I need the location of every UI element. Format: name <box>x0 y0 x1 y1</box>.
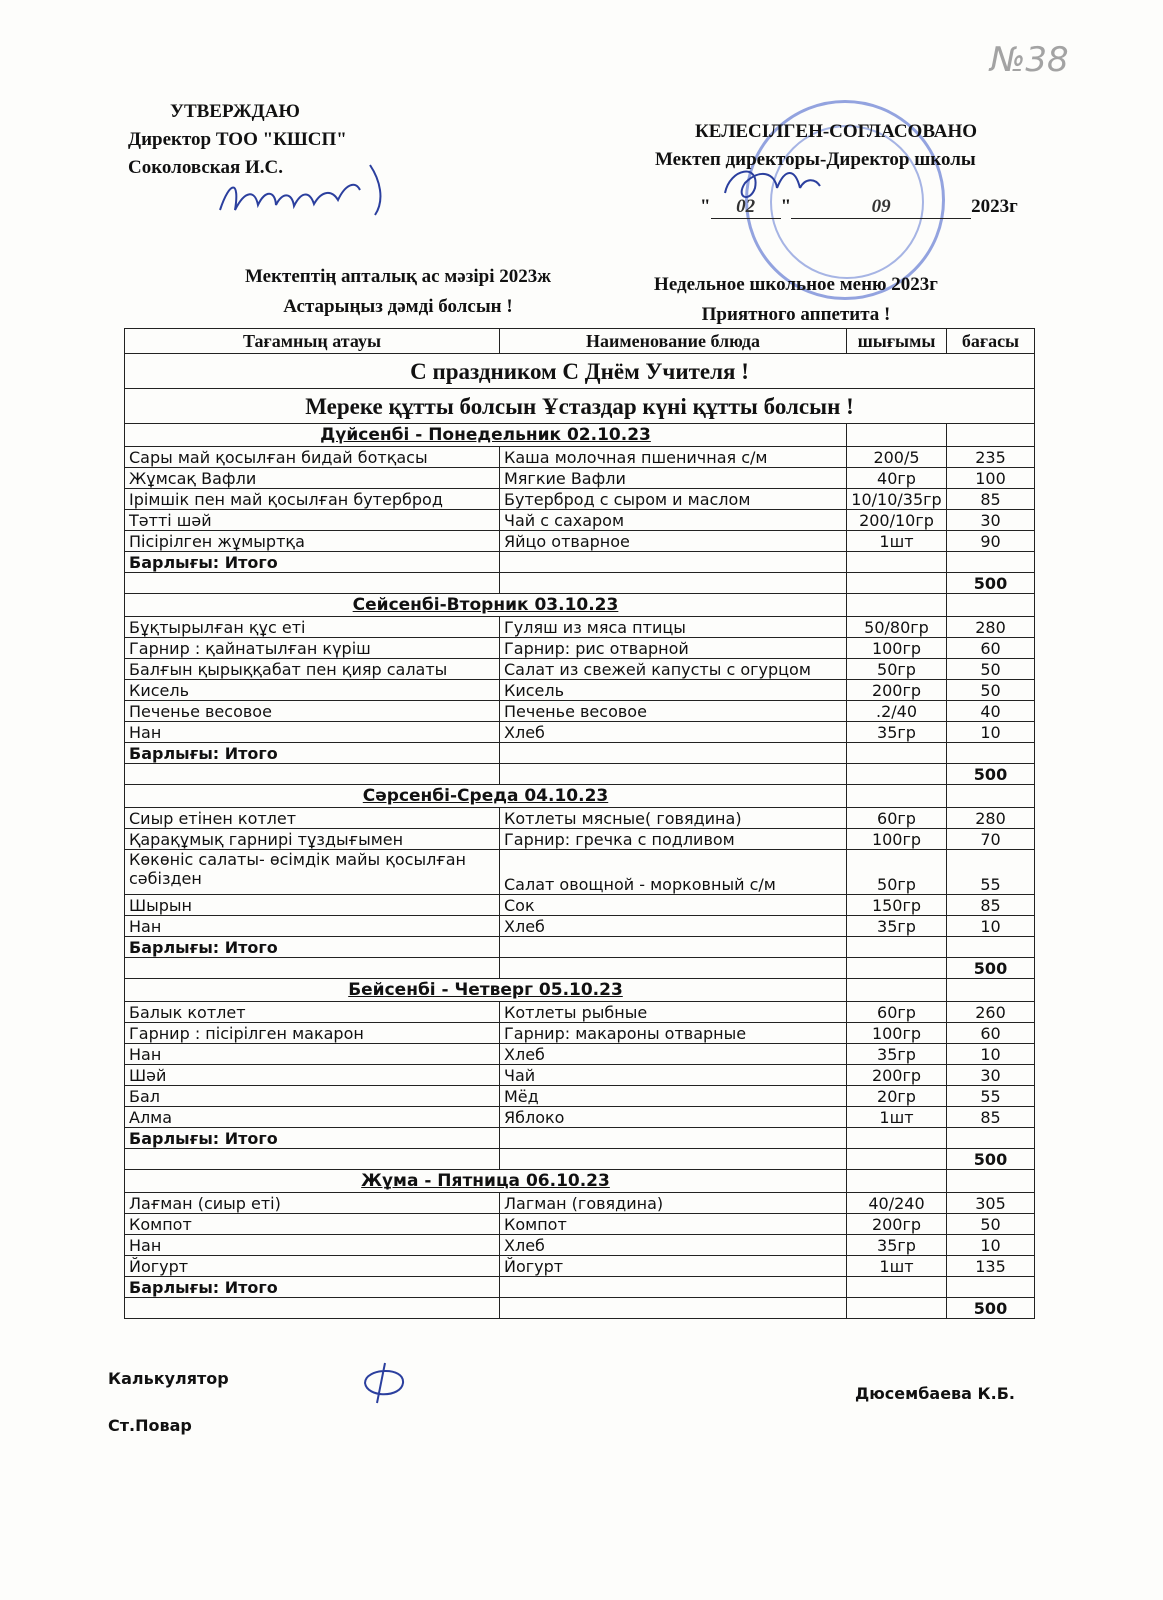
table-row <box>125 1023 1035 1044</box>
agreement-date: " 02 " 09 2023г <box>700 196 1018 217</box>
day-header-row <box>125 424 1035 447</box>
dish-price: 30 <box>947 1065 1035 1086</box>
dish-name-ru: Печенье весовое <box>500 701 847 722</box>
dish-name-ru: Компот <box>500 1214 847 1235</box>
header-qty: шығымы <box>847 329 947 354</box>
dish-qty: 100гр <box>847 638 947 659</box>
dish-price: 60 <box>947 1023 1035 1044</box>
dish-qty: 1шт <box>847 1256 947 1277</box>
approval-title: УТВЕРЖДАЮ <box>170 101 300 122</box>
dish-name-kz: Балғын қырыққабат пен қияр салаты <box>125 659 500 680</box>
dish-name-ru: Мягкие Вафли <box>500 468 847 489</box>
dish-price: 90 <box>947 531 1035 552</box>
total-sum-row <box>125 1298 1035 1319</box>
dish-qty: 1шт <box>847 1107 947 1128</box>
dish-price: 10 <box>947 722 1035 743</box>
dish-price: 100 <box>947 468 1035 489</box>
header-ru: Наименование блюда <box>500 329 847 354</box>
total-sum: 500 <box>947 958 1035 979</box>
total-label-row <box>125 1128 1035 1149</box>
dish-price: 50 <box>947 1214 1035 1235</box>
table-row <box>125 680 1035 701</box>
day-header-row <box>125 1170 1035 1193</box>
dish-name-ru: Хлеб <box>500 1044 847 1065</box>
table-row <box>125 1107 1035 1128</box>
dish-price: 50 <box>947 659 1035 680</box>
dish-name-kz: Алма <box>125 1107 500 1128</box>
approval-position: Директор ТОО "КШСП" <box>128 129 347 150</box>
dish-name-ru: Хлеб <box>500 1235 847 1256</box>
table-row <box>125 1086 1035 1107</box>
day-name: Сәрсенбі-Среда 04.10.23 <box>125 785 847 808</box>
table-row <box>125 1002 1035 1023</box>
greeting-kz: Мереке құтты болсын Ұстаздар күні құтты болсын ! <box>125 389 1035 424</box>
table-row <box>125 808 1035 829</box>
menu-title-kz: Мектептің апталық ас мәзірі 2023ж Астарыңыз дәмді болсын ! <box>244 266 552 317</box>
table-row <box>125 531 1035 552</box>
table-row <box>125 447 1035 468</box>
table-row <box>125 1065 1035 1086</box>
dish-name-kz: Пісірілген жұмыртқа <box>125 531 500 552</box>
page-number: №38 <box>990 40 1069 80</box>
chef-label: Ст.Повар <box>108 1416 192 1435</box>
table-row <box>125 1256 1035 1277</box>
dish-name-ru: Бутерброд с сыром и маслом <box>500 489 847 510</box>
dish-name-kz: Гарнир : қайнатылған күріш <box>125 638 500 659</box>
dish-name-kz: Нан <box>125 1235 500 1256</box>
dish-name-kz: Нан <box>125 916 500 937</box>
dish-qty: 200гр <box>847 1214 947 1235</box>
dish-qty: 100гр <box>847 829 947 850</box>
day-header-row <box>125 979 1035 1002</box>
date-month: 09 <box>791 196 971 219</box>
calculator-signature-icon <box>355 1358 415 1408</box>
total-label: Барлығы: Итого <box>125 743 500 764</box>
total-label-row <box>125 937 1035 958</box>
dish-name-kz: Лағман (сиыр еті) <box>125 1193 500 1214</box>
table-row <box>125 1214 1035 1235</box>
dish-qty: 35гр <box>847 722 947 743</box>
table-header <box>125 329 1035 354</box>
dish-name-ru: Яблоко <box>500 1107 847 1128</box>
table-row <box>125 617 1035 638</box>
day-name: Жұма - Пятница 06.10.23 <box>125 1170 847 1193</box>
dish-price: 135 <box>947 1256 1035 1277</box>
table-row <box>125 1044 1035 1065</box>
dish-name-ru: Йогурт <box>500 1256 847 1277</box>
day-name: Сейсенбі-Вторник 03.10.23 <box>125 594 847 617</box>
dish-name-ru: Мёд <box>500 1086 847 1107</box>
dish-name-ru: Яйцо отварное <box>500 531 847 552</box>
total-label: Барлығы: Итого <box>125 1128 500 1149</box>
total-sum-row <box>125 958 1035 979</box>
dish-name-kz: Тәтті шәй <box>125 510 500 531</box>
dish-price: 70 <box>947 829 1035 850</box>
dish-name-kz: Бал <box>125 1086 500 1107</box>
greeting-ru: С праздником С Днём Учителя ! <box>125 354 1035 389</box>
table-row <box>125 659 1035 680</box>
dish-qty: 35гр <box>847 916 947 937</box>
table-row <box>125 722 1035 743</box>
dish-name-ru: Лагман (говядина) <box>500 1193 847 1214</box>
dish-price: 55 <box>947 1086 1035 1107</box>
total-label-row <box>125 1277 1035 1298</box>
dish-qty: 10/10/35гр <box>847 489 947 510</box>
dish-name-ru: Гарнир: макароны отварные <box>500 1023 847 1044</box>
dish-name-ru: Сок <box>500 895 847 916</box>
dish-name-kz: Печенье весовое <box>125 701 500 722</box>
dish-name-kz: Көкөніс салаты- өсімдік майы қосылған сәбізден <box>125 850 500 895</box>
date-year: 2023г <box>971 196 1018 217</box>
date-day: 02 <box>711 196 781 219</box>
dish-name-ru: Хлеб <box>500 722 847 743</box>
dish-name-kz: Нан <box>125 722 500 743</box>
total-sum-row <box>125 764 1035 785</box>
dish-price: 305 <box>947 1193 1035 1214</box>
approval-person: Соколовская И.С. <box>128 157 283 178</box>
total-label: Барлығы: Итого <box>125 1277 500 1298</box>
dish-name-ru: Салат овощной - морковный с/м <box>500 850 847 895</box>
table-row <box>125 468 1035 489</box>
dish-price: 30 <box>947 510 1035 531</box>
table-row <box>125 638 1035 659</box>
dish-price: 10 <box>947 916 1035 937</box>
dish-price: 55 <box>947 850 1035 895</box>
dish-name-ru: Котлеты рыбные <box>500 1002 847 1023</box>
dish-price: 280 <box>947 617 1035 638</box>
day-header-row <box>125 785 1035 808</box>
dish-name-ru: Котлеты мясные( говядина) <box>500 808 847 829</box>
total-label-row <box>125 743 1035 764</box>
dish-qty: 1шт <box>847 531 947 552</box>
calculator-label: Калькулятор <box>108 1369 229 1388</box>
dish-name-ru: Чай <box>500 1065 847 1086</box>
header-kz: Тағамның атауы <box>125 329 500 354</box>
agreement-title: КЕЛЕСІЛГЕН-СОГЛАСОВАНО <box>695 121 978 142</box>
director-signature-icon <box>210 160 400 230</box>
dish-price: 40 <box>947 701 1035 722</box>
total-label-row <box>125 552 1035 573</box>
dish-qty: 40гр <box>847 468 947 489</box>
dish-price: 10 <box>947 1044 1035 1065</box>
dish-qty: 200/10гр <box>847 510 947 531</box>
table-row <box>125 701 1035 722</box>
dish-price: 280 <box>947 808 1035 829</box>
agreement-position: Мектеп директоры-Директор школы <box>655 149 976 170</box>
dish-name-ru: Гуляш из мяса птицы <box>500 617 847 638</box>
day-name: Бейсенбі - Четверг 05.10.23 <box>125 979 847 1002</box>
menu-table <box>124 328 1035 1319</box>
dish-price: 60 <box>947 638 1035 659</box>
dish-name-kz: Шырын <box>125 895 500 916</box>
total-sum: 500 <box>947 1298 1035 1319</box>
dish-qty: 200гр <box>847 680 947 701</box>
dish-name-kz: Йогурт <box>125 1256 500 1277</box>
dish-name-ru: Гарнир: рис отварной <box>500 638 847 659</box>
dish-name-kz: Сиыр етінен котлет <box>125 808 500 829</box>
dish-name-kz: Бұқтырылған құс еті <box>125 617 500 638</box>
dish-name-kz: Компот <box>125 1214 500 1235</box>
greeting-ru-row <box>125 354 1035 389</box>
dish-qty: 150гр <box>847 895 947 916</box>
table-row <box>125 489 1035 510</box>
dish-qty: 50гр <box>847 659 947 680</box>
dish-name-kz: Балык котлет <box>125 1002 500 1023</box>
dish-qty: 60гр <box>847 1002 947 1023</box>
dish-name-kz: Нан <box>125 1044 500 1065</box>
dish-qty: 35гр <box>847 1044 947 1065</box>
dish-name-ru: Хлеб <box>500 916 847 937</box>
dish-name-kz: Қарақұмық гарнирі тұздығымен <box>125 829 500 850</box>
dish-name-ru: Кисель <box>500 680 847 701</box>
dish-qty: 200/5 <box>847 447 947 468</box>
dish-price: 10 <box>947 1235 1035 1256</box>
dish-price: 50 <box>947 680 1035 701</box>
dish-qty: 60гр <box>847 808 947 829</box>
dish-qty: 50/80гр <box>847 617 947 638</box>
total-sum-row <box>125 1149 1035 1170</box>
dish-qty: 200гр <box>847 1065 947 1086</box>
dish-price: 260 <box>947 1002 1035 1023</box>
table-row <box>125 510 1035 531</box>
total-sum: 500 <box>947 1149 1035 1170</box>
dish-qty: 100гр <box>847 1023 947 1044</box>
dish-price: 85 <box>947 1107 1035 1128</box>
dish-price: 85 <box>947 489 1035 510</box>
dish-name-ru: Чай с сахаром <box>500 510 847 531</box>
dish-name-ru: Гарнир: гречка с подливом <box>500 829 847 850</box>
table-row <box>125 895 1035 916</box>
day-name: Дүйсенбі - Понедельник 02.10.23 <box>125 424 847 447</box>
dish-name-kz: Ірімшік пен май қосылған бутерброд <box>125 489 500 510</box>
header-price: бағасы <box>947 329 1035 354</box>
dish-name-kz: Гарнир : пісірілген макарон <box>125 1023 500 1044</box>
dish-name-kz: Жұмсақ Вафли <box>125 468 500 489</box>
dish-price: 235 <box>947 447 1035 468</box>
total-sum: 500 <box>947 573 1035 594</box>
table-row <box>125 850 1035 895</box>
total-label: Барлығы: Итого <box>125 552 500 573</box>
dish-price: 85 <box>947 895 1035 916</box>
greeting-kz-row <box>125 389 1035 424</box>
table-row <box>125 1235 1035 1256</box>
table-row <box>125 916 1035 937</box>
dish-name-ru: Салат из свежей капусты с огурцом <box>500 659 847 680</box>
dish-qty: 35гр <box>847 1235 947 1256</box>
total-sum-row <box>125 573 1035 594</box>
day-header-row <box>125 594 1035 617</box>
table-row <box>125 1193 1035 1214</box>
dish-name-ru: Каша молочная пшеничная с/м <box>500 447 847 468</box>
dish-qty: .2/40 <box>847 701 947 722</box>
dish-qty: 40/240 <box>847 1193 947 1214</box>
total-label: Барлығы: Итого <box>125 937 500 958</box>
dish-qty: 50гр <box>847 850 947 895</box>
dish-qty: 20гр <box>847 1086 947 1107</box>
dish-name-kz: Сары май қосылған бидай ботқасы <box>125 447 500 468</box>
dish-name-kz: Кисель <box>125 680 500 701</box>
menu-title-ru: Недельное школьное меню 2023г Приятного аппетита ! <box>654 274 938 325</box>
dish-name-kz: Шәй <box>125 1065 500 1086</box>
calculator-name: Дюсембаева К.Б. <box>855 1384 1015 1403</box>
table-row <box>125 829 1035 850</box>
total-sum: 500 <box>947 764 1035 785</box>
